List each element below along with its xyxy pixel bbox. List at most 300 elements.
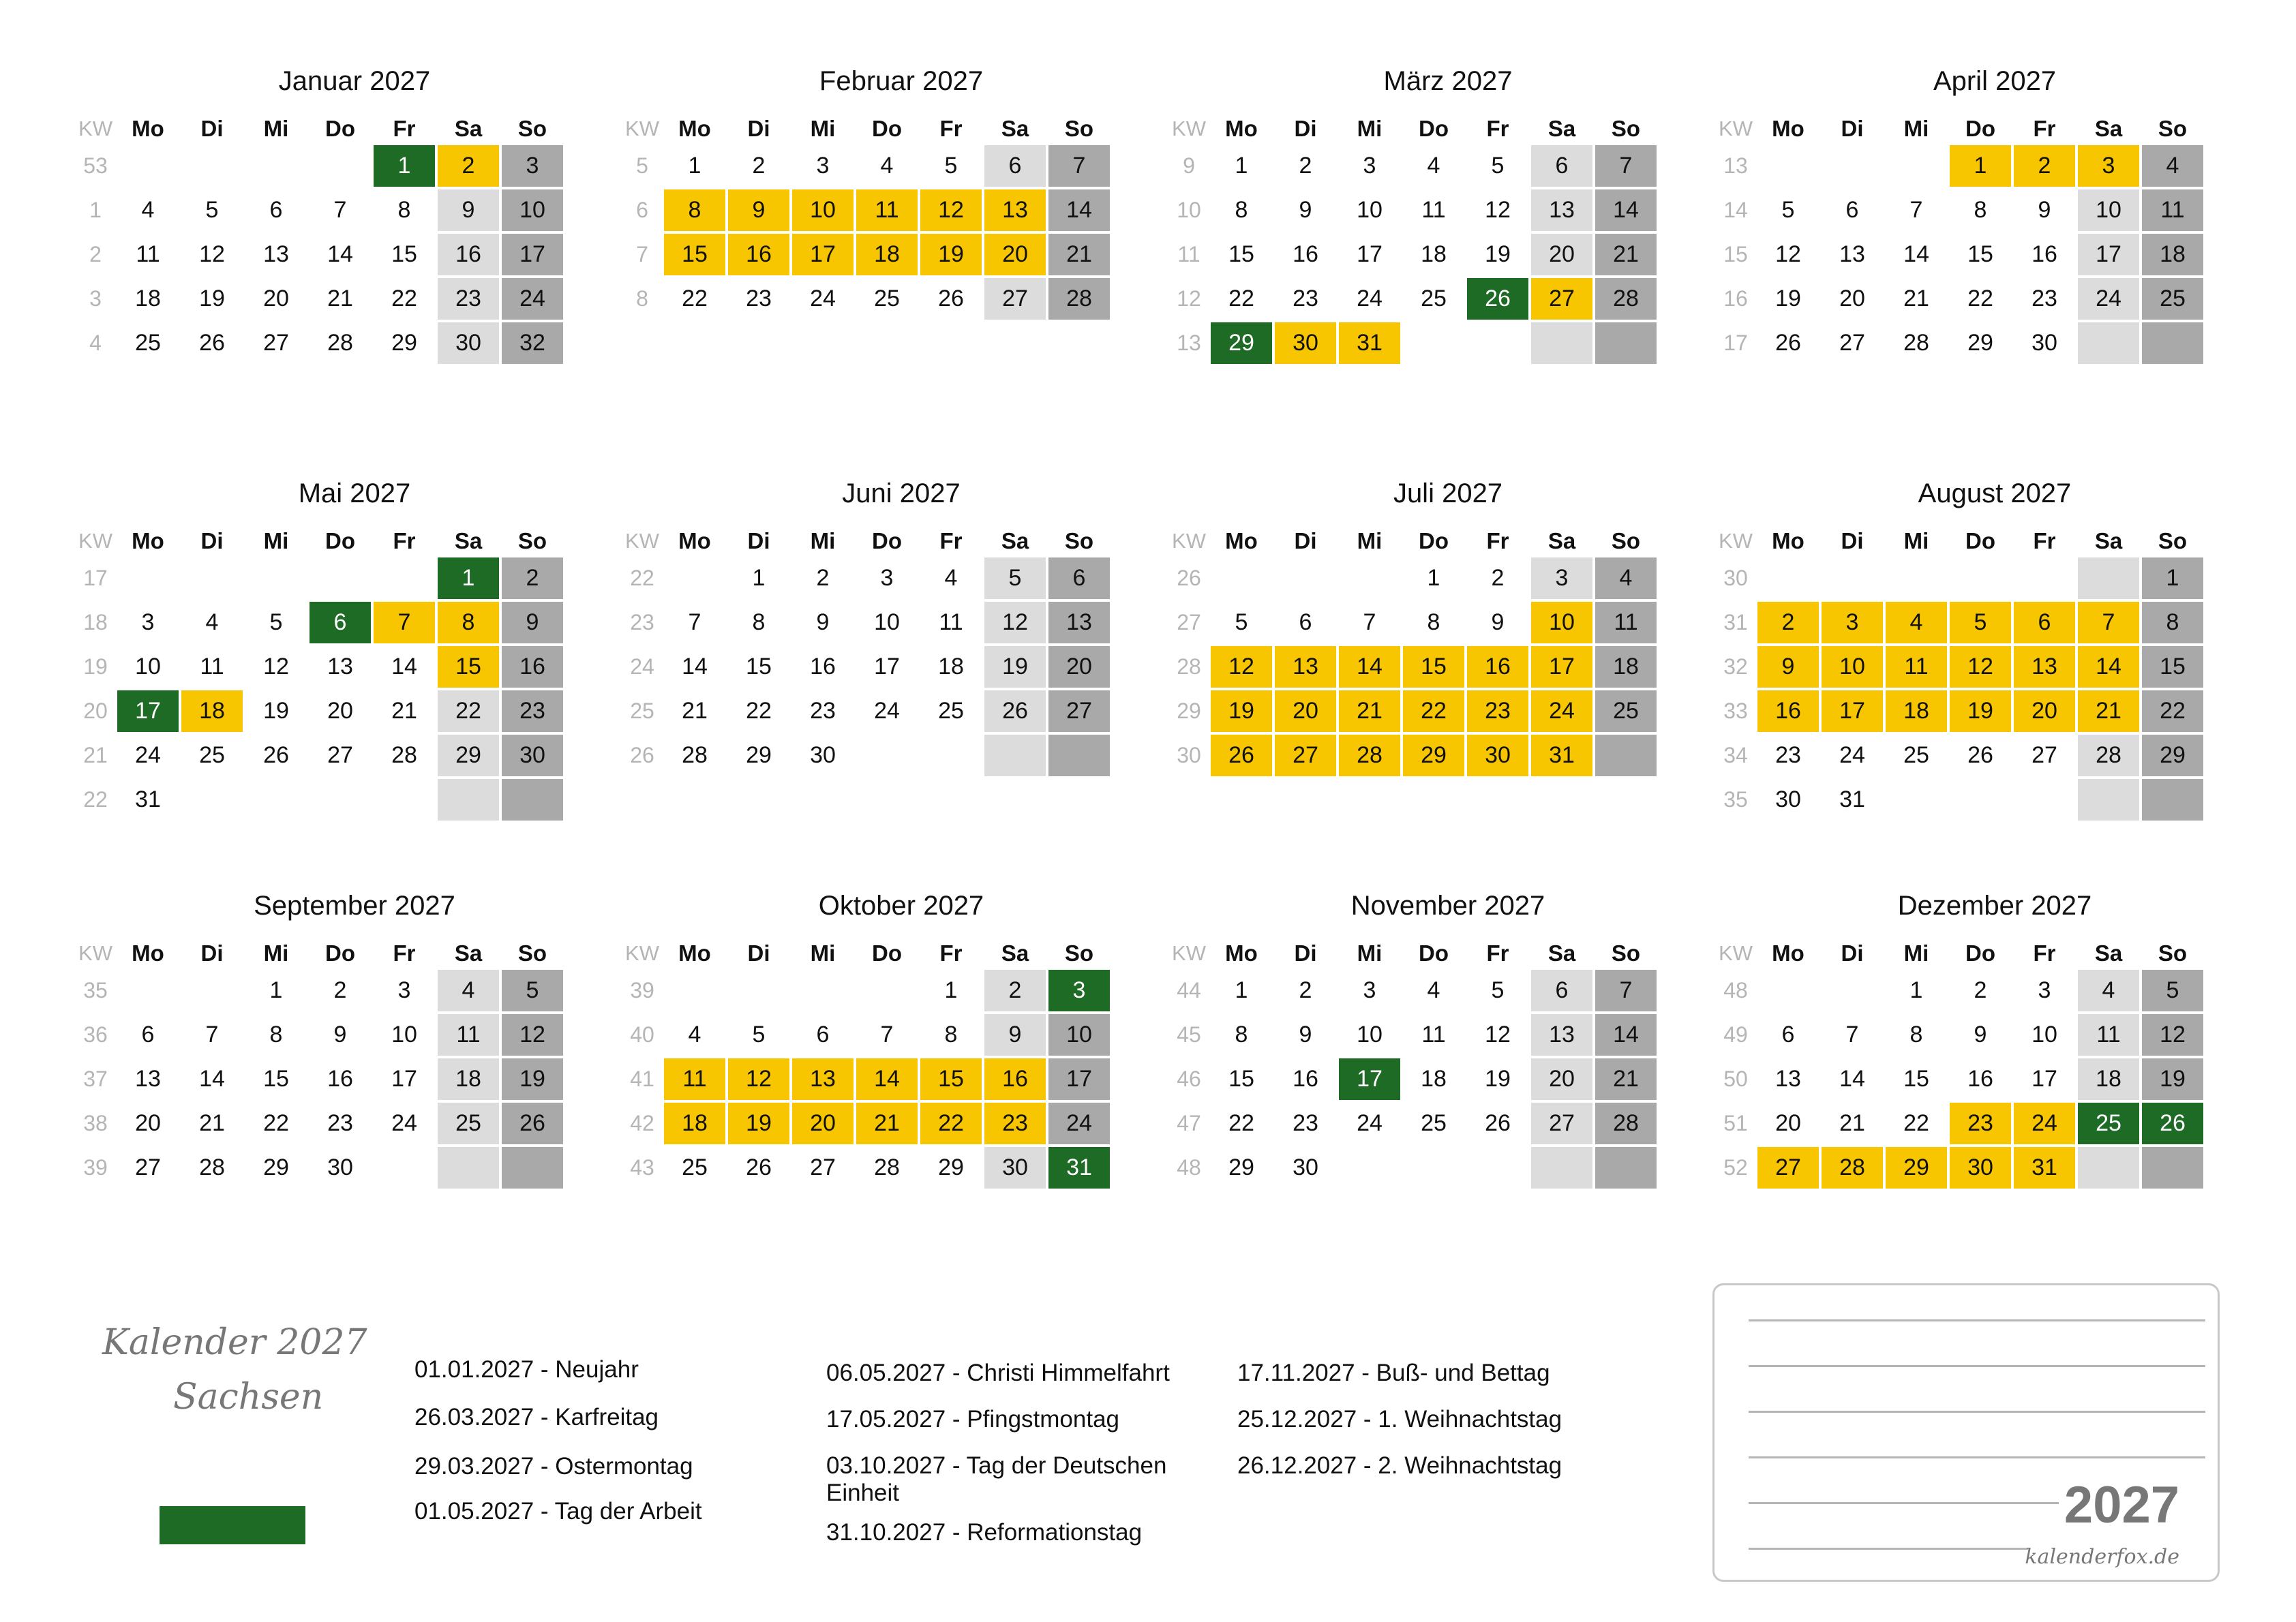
week-number-header: KW xyxy=(78,941,112,965)
note-line xyxy=(1749,1319,2205,1321)
weekday-header: Fr xyxy=(939,528,963,553)
day-cell: 14 xyxy=(1595,189,1657,231)
day-cell: 29 xyxy=(746,742,772,768)
weekday-header: Fr xyxy=(393,940,416,966)
month-title: Oktober 2027 xyxy=(818,891,984,921)
day-cell: 14 xyxy=(1839,1066,1865,1092)
day-cell: 9 xyxy=(438,189,499,231)
holiday-day-cell: 3 xyxy=(1048,970,1110,1011)
day-cell: 13 xyxy=(1048,602,1110,643)
weekday-header: Mi xyxy=(263,116,289,141)
week-number: 49 xyxy=(1723,1022,1748,1047)
day-cell: 21 xyxy=(391,698,417,724)
week-number-header: KW xyxy=(1172,941,1206,965)
day-cell: 30 xyxy=(327,1154,353,1180)
day-cell: 9 xyxy=(2038,197,2051,223)
week-number: 21 xyxy=(83,743,108,767)
week-number: 23 xyxy=(630,610,654,634)
day-cell: 2 xyxy=(984,970,1046,1011)
weekday-header: Mo xyxy=(1225,940,1258,966)
weekday-header: Fr xyxy=(1486,940,1509,966)
day-cell xyxy=(245,557,307,599)
day-cell: 23 xyxy=(1293,286,1318,311)
day-cell: 28 xyxy=(682,742,708,768)
week-number-header: KW xyxy=(78,529,112,553)
weekday-header: Sa xyxy=(2094,116,2123,141)
day-cell: 2 xyxy=(1299,153,1312,179)
day-cell: 2 xyxy=(1974,977,1987,1003)
day-cell: 25 xyxy=(682,1154,708,1180)
day-cell: 32 xyxy=(502,322,563,364)
day-cell: 28 xyxy=(1595,278,1657,320)
day-cell xyxy=(1822,970,1883,1011)
day-cell: 19 xyxy=(984,646,1046,688)
day-cell: 24 xyxy=(874,698,900,724)
day-cell: 2 xyxy=(1491,565,1505,591)
school-vacation-day-cell: 27 xyxy=(1275,735,1336,776)
day-cell: 21 xyxy=(1048,234,1110,275)
day-cell xyxy=(117,145,179,187)
school-vacation-day-cell: 27 xyxy=(1531,278,1592,320)
month-grid xyxy=(1715,924,2233,1190)
week-number: 35 xyxy=(1723,787,1748,812)
school-vacation-day-cell: 2 xyxy=(1757,602,1819,643)
month-block xyxy=(1715,475,2233,822)
weekday-header: Sa xyxy=(1547,940,1576,966)
day-cell: 23 xyxy=(327,1110,353,1136)
school-vacation-day-cell: 27 xyxy=(1757,1147,1819,1189)
day-cell: 22 xyxy=(746,698,772,724)
month-title: Januar 2027 xyxy=(278,66,431,96)
day-cell: 23 xyxy=(438,278,499,320)
day-cell: 6 xyxy=(1531,970,1592,1011)
school-vacation-day-cell: 16 xyxy=(984,1058,1046,1100)
week-number: 31 xyxy=(1723,610,1748,634)
notes-year: 2027 xyxy=(2064,1476,2179,1534)
day-cell: 26 xyxy=(984,690,1046,732)
day-cell: 24 xyxy=(1357,1110,1383,1136)
day-cell: 7 xyxy=(1595,970,1657,1011)
day-cell: 26 xyxy=(1967,742,1993,768)
school-vacation-day-cell: 12 xyxy=(920,189,982,231)
day-cell: 1 xyxy=(1427,565,1440,591)
month-title: Mai 2027 xyxy=(298,478,411,508)
day-cell: 9 xyxy=(502,602,563,643)
week-number: 24 xyxy=(630,654,654,679)
day-cell: 19 xyxy=(1485,1066,1511,1092)
day-cell xyxy=(1595,735,1657,776)
day-cell: 25 xyxy=(135,330,161,356)
day-cell xyxy=(309,779,371,821)
day-cell xyxy=(1531,322,1592,364)
day-cell: 13 xyxy=(1775,1066,1801,1092)
week-number: 25 xyxy=(630,699,654,723)
week-number: 28 xyxy=(1177,654,1201,679)
day-cell xyxy=(1822,557,1883,599)
weekday-header: Mi xyxy=(1903,116,1929,141)
day-cell: 12 xyxy=(502,1014,563,1056)
day-cell: 3 xyxy=(502,145,563,187)
day-cell: 10 xyxy=(1357,197,1383,223)
weekday-header: Di xyxy=(747,528,770,553)
day-cell: 18 xyxy=(1595,646,1657,688)
day-cell: 25 xyxy=(874,286,900,311)
day-cell: 1 xyxy=(944,977,958,1003)
month-title: Juni 2027 xyxy=(842,478,961,508)
week-number: 40 xyxy=(630,1022,654,1047)
site-name: kalenderfox.de xyxy=(2025,1545,2179,1569)
day-cell: 3 xyxy=(141,609,155,635)
week-number: 53 xyxy=(83,153,108,178)
day-cell: 21 xyxy=(1595,1058,1657,1100)
weekday-header: Sa xyxy=(2094,940,2123,966)
week-number: 1 xyxy=(89,198,102,222)
day-cell: 29 xyxy=(938,1154,964,1180)
week-number: 13 xyxy=(1723,153,1748,178)
school-vacation-day-cell: 3 xyxy=(2078,145,2139,187)
month-grid xyxy=(1168,512,1687,778)
day-cell: 28 xyxy=(874,1154,900,1180)
weekday-header: So xyxy=(517,528,547,553)
holiday-item: 06.05.2027 - Christi Himmelfahrt xyxy=(826,1360,1170,1386)
weekday-header: Mi xyxy=(810,940,836,966)
day-cell: 28 xyxy=(1048,278,1110,320)
day-cell: 5 xyxy=(205,197,219,223)
day-cell xyxy=(856,970,918,1011)
weekday-header: Sa xyxy=(1001,528,1029,553)
school-vacation-day-cell: 16 xyxy=(728,234,789,275)
weekday-header: Mi xyxy=(810,528,836,553)
day-cell: 16 xyxy=(1293,1066,1318,1092)
day-cell: 9 xyxy=(333,1022,347,1047)
day-cell: 22 xyxy=(391,286,417,311)
day-cell: 30 xyxy=(438,322,499,364)
day-cell: 7 xyxy=(205,1022,219,1047)
day-cell: 4 xyxy=(688,1022,701,1047)
school-vacation-day-cell: 18 xyxy=(664,1103,725,1144)
school-vacation-day-cell: 18 xyxy=(1886,690,1947,732)
day-cell: 24 xyxy=(391,1110,417,1136)
day-cell xyxy=(1886,779,1947,821)
weekday-header: Di xyxy=(1294,528,1317,553)
day-cell: 29 xyxy=(1967,330,1993,356)
day-cell: 8 xyxy=(1235,1022,1248,1047)
day-cell: 20 xyxy=(1531,1058,1592,1100)
day-cell: 12 xyxy=(199,241,225,267)
day-cell: 10 xyxy=(1048,1014,1110,1056)
day-cell xyxy=(1886,145,1947,187)
weekday-header: Di xyxy=(1841,940,1864,966)
day-cell: 1 xyxy=(688,153,701,179)
school-vacation-day-cell: 19 xyxy=(1211,690,1272,732)
day-cell: 17 xyxy=(502,234,563,275)
weekday-header: Fr xyxy=(393,116,416,141)
day-cell: 8 xyxy=(1974,197,1987,223)
weekday-header: Do xyxy=(1419,940,1449,966)
month-grid xyxy=(1715,512,2233,822)
weekday-header: Mi xyxy=(1903,528,1929,553)
month-block xyxy=(75,887,593,1190)
day-cell: 8 xyxy=(944,1022,958,1047)
day-cell xyxy=(1403,322,1464,364)
day-cell: 4 xyxy=(141,197,155,223)
day-cell xyxy=(438,1147,499,1189)
day-cell: 8 xyxy=(1427,609,1440,635)
month-grid xyxy=(1168,100,1687,365)
day-cell: 24 xyxy=(1048,1103,1110,1144)
holiday-item: 17.11.2027 - Buß- und Bettag xyxy=(1237,1360,1550,1386)
legend-feiertag-swatch xyxy=(160,1506,305,1544)
day-cell: 3 xyxy=(1363,153,1376,179)
day-cell: 27 xyxy=(810,1154,836,1180)
weekday-header: Mi xyxy=(1357,528,1383,553)
note-line xyxy=(1749,1502,2059,1504)
school-vacation-day-cell: 30 xyxy=(1950,1147,2011,1189)
holiday-day-cell: 25 xyxy=(2078,1103,2139,1144)
day-cell: 21 xyxy=(327,286,353,311)
day-cell: 27 xyxy=(1839,330,1865,356)
week-number-header: KW xyxy=(1172,529,1206,553)
day-cell xyxy=(2078,322,2139,364)
school-vacation-day-cell: 13 xyxy=(792,1058,854,1100)
weekday-header: Mo xyxy=(678,940,711,966)
day-cell xyxy=(2078,779,2139,821)
day-cell: 22 xyxy=(682,286,708,311)
day-cell xyxy=(1275,557,1336,599)
weekday-header: Do xyxy=(1965,940,1995,966)
day-cell: 30 xyxy=(984,1147,1046,1189)
school-vacation-day-cell: 12 xyxy=(1211,646,1272,688)
day-cell: 25 xyxy=(199,742,225,768)
day-cell: 9 xyxy=(1974,1022,1987,1047)
month-grid xyxy=(1715,100,2233,365)
day-cell xyxy=(856,735,918,776)
week-number: 37 xyxy=(83,1067,108,1091)
day-cell xyxy=(1531,1147,1592,1189)
month-grid xyxy=(1168,924,1687,1190)
weekday-header: Mo xyxy=(678,116,711,141)
day-cell: 6 xyxy=(1781,1022,1795,1047)
school-vacation-day-cell: 13 xyxy=(984,189,1046,231)
school-vacation-day-cell: 29 xyxy=(1886,1147,1947,1189)
day-cell: 21 xyxy=(682,698,708,724)
school-vacation-day-cell: 14 xyxy=(856,1058,918,1100)
day-cell xyxy=(502,1147,563,1189)
day-cell xyxy=(245,145,307,187)
week-number: 30 xyxy=(1723,566,1748,590)
holiday-list-col3 xyxy=(1237,1360,1646,1480)
school-vacation-day-cell: 7 xyxy=(2078,602,2139,643)
weekday-header: Mi xyxy=(1357,116,1383,141)
day-cell: 15 xyxy=(1903,1066,1929,1092)
week-number: 5 xyxy=(636,153,648,178)
day-cell xyxy=(309,145,371,187)
weekday-header: Do xyxy=(1419,528,1449,553)
day-cell: 14 xyxy=(327,241,353,267)
weekday-header: So xyxy=(2158,940,2188,966)
calendar-brand-title: Kalender 2027 xyxy=(102,1322,367,1363)
school-vacation-day-cell: 16 xyxy=(1757,690,1819,732)
day-cell: 7 xyxy=(333,197,347,223)
day-cell: 10 xyxy=(2078,189,2139,231)
week-number: 11 xyxy=(1177,242,1200,266)
day-cell: 2 xyxy=(502,557,563,599)
day-cell: 3 xyxy=(2038,977,2051,1003)
day-cell xyxy=(2014,779,2075,821)
school-vacation-day-cell: 22 xyxy=(1403,690,1464,732)
day-cell xyxy=(1595,1147,1657,1189)
holiday-day-cell: 26 xyxy=(2142,1103,2203,1144)
day-cell: 19 xyxy=(1485,241,1511,267)
day-cell xyxy=(1339,1147,1400,1189)
day-cell: 20 xyxy=(1048,646,1110,688)
day-cell: 18 xyxy=(1421,1066,1447,1092)
school-vacation-day-cell: 9 xyxy=(728,189,789,231)
day-cell xyxy=(374,557,435,599)
school-vacation-day-cell: 28 xyxy=(1339,735,1400,776)
school-vacation-day-cell: 6 xyxy=(2014,602,2075,643)
day-cell: 17 xyxy=(874,654,900,679)
school-vacation-day-cell: 17 xyxy=(1822,690,1883,732)
day-cell: 13 xyxy=(263,241,289,267)
day-cell xyxy=(664,970,725,1011)
day-cell: 4 xyxy=(1427,977,1440,1003)
day-cell: 21 xyxy=(199,1110,225,1136)
day-cell: 30 xyxy=(1293,1154,1318,1180)
holiday-item: 29.03.2027 - Ostermontag xyxy=(414,1453,693,1480)
week-number: 26 xyxy=(1177,566,1201,590)
day-cell: 13 xyxy=(1839,241,1865,267)
week-number: 4 xyxy=(89,331,102,355)
day-cell: 12 xyxy=(263,654,289,679)
day-cell: 12 xyxy=(1485,197,1511,223)
school-vacation-day-cell: 2 xyxy=(438,145,499,187)
holiday-item: 17.05.2027 - Pfingstmontag xyxy=(826,1406,1120,1433)
day-cell: 18 xyxy=(438,1058,499,1100)
weekday-header: Di xyxy=(200,116,224,141)
weekday-header: Sa xyxy=(1001,116,1029,141)
school-vacation-day-cell: 15 xyxy=(920,1058,982,1100)
day-cell xyxy=(2014,557,2075,599)
day-cell: 17 xyxy=(1357,241,1383,267)
day-cell: 25 xyxy=(438,1103,499,1144)
day-cell: 16 xyxy=(1293,241,1318,267)
week-number: 50 xyxy=(1723,1067,1748,1091)
day-cell: 7 xyxy=(1048,145,1110,187)
holiday-day-cell: 17 xyxy=(1339,1058,1400,1100)
day-cell: 19 xyxy=(263,698,289,724)
weekday-header: Mo xyxy=(1772,116,1804,141)
day-cell: 5 xyxy=(984,557,1046,599)
day-cell xyxy=(181,145,243,187)
day-cell: 9 xyxy=(816,609,830,635)
day-cell: 20 xyxy=(327,698,353,724)
day-cell: 11 xyxy=(1421,197,1446,223)
school-vacation-day-cell: 18 xyxy=(181,690,243,732)
day-cell: 22 xyxy=(1903,1110,1929,1136)
day-cell: 25 xyxy=(1421,1110,1447,1136)
week-number: 6 xyxy=(636,198,648,222)
day-cell xyxy=(2142,322,2203,364)
day-cell: 29 xyxy=(391,330,417,356)
school-vacation-day-cell: 1 xyxy=(1950,145,2011,187)
day-cell: 8 xyxy=(2142,602,2203,643)
day-cell: 7 xyxy=(688,609,701,635)
day-cell: 2 xyxy=(752,153,766,179)
day-cell: 7 xyxy=(1845,1022,1859,1047)
day-cell: 24 xyxy=(1357,286,1383,311)
day-cell: 24 xyxy=(135,742,161,768)
day-cell: 16 xyxy=(327,1066,353,1092)
holiday-item: 26.12.2027 - 2. Weihnachtstag xyxy=(1237,1452,1562,1479)
month-grid xyxy=(622,100,1140,321)
school-vacation-day-cell: 14 xyxy=(2078,646,2139,688)
weekday-header: Mo xyxy=(1772,940,1804,966)
school-vacation-day-cell: 28 xyxy=(1822,1147,1883,1189)
school-vacation-day-cell: 23 xyxy=(1467,690,1528,732)
day-cell xyxy=(664,557,725,599)
school-vacation-day-cell: 19 xyxy=(1950,690,2011,732)
day-cell: 2 xyxy=(1299,977,1312,1003)
day-cell: 6 xyxy=(984,145,1046,187)
day-cell: 6 xyxy=(1531,145,1592,187)
month-grid xyxy=(622,512,1140,778)
school-vacation-day-cell: 10 xyxy=(1822,646,1883,688)
day-cell xyxy=(1757,970,1819,1011)
weekday-header: Di xyxy=(1294,116,1317,141)
week-number: 44 xyxy=(1177,978,1201,1003)
week-number: 52 xyxy=(1723,1155,1748,1180)
day-cell: 17 xyxy=(2031,1066,2057,1092)
day-cell: 14 xyxy=(1595,1014,1657,1056)
school-vacation-day-cell: 14 xyxy=(1339,646,1400,688)
day-cell: 11 xyxy=(1595,602,1657,643)
month-title: April 2027 xyxy=(1933,66,2057,96)
school-vacation-day-cell: 13 xyxy=(1275,646,1336,688)
week-number: 20 xyxy=(83,699,108,723)
school-vacation-day-cell: 4 xyxy=(1886,602,1947,643)
day-cell: 5 xyxy=(269,609,283,635)
day-cell: 29 xyxy=(438,735,499,776)
day-cell: 25 xyxy=(938,698,964,724)
day-cell: 17 xyxy=(1048,1058,1110,1100)
day-cell: 6 xyxy=(816,1022,830,1047)
month-block xyxy=(1715,63,2233,365)
day-cell: 11 xyxy=(200,654,224,679)
week-number: 15 xyxy=(1723,242,1748,266)
week-number: 18 xyxy=(83,610,108,634)
day-cell: 26 xyxy=(746,1154,772,1180)
day-cell xyxy=(1467,322,1528,364)
day-cell: 8 xyxy=(269,1022,283,1047)
weekday-header: Fr xyxy=(939,940,963,966)
day-cell: 24 xyxy=(2078,278,2139,320)
month-title: September 2027 xyxy=(254,891,455,921)
day-cell: 4 xyxy=(2142,145,2203,187)
holiday-day-cell: 17 xyxy=(117,690,179,732)
month-block xyxy=(1168,887,1687,1190)
day-cell: 26 xyxy=(502,1103,563,1144)
day-cell: 5 xyxy=(1491,977,1505,1003)
day-cell: 3 xyxy=(816,153,830,179)
day-cell: 15 xyxy=(2142,646,2203,688)
day-cell xyxy=(792,970,854,1011)
weekday-header: So xyxy=(1064,116,1094,141)
day-cell: 24 xyxy=(1839,742,1865,768)
school-vacation-day-cell: 23 xyxy=(1950,1103,2011,1144)
day-cell: 6 xyxy=(269,197,283,223)
school-vacation-day-cell: 20 xyxy=(984,234,1046,275)
